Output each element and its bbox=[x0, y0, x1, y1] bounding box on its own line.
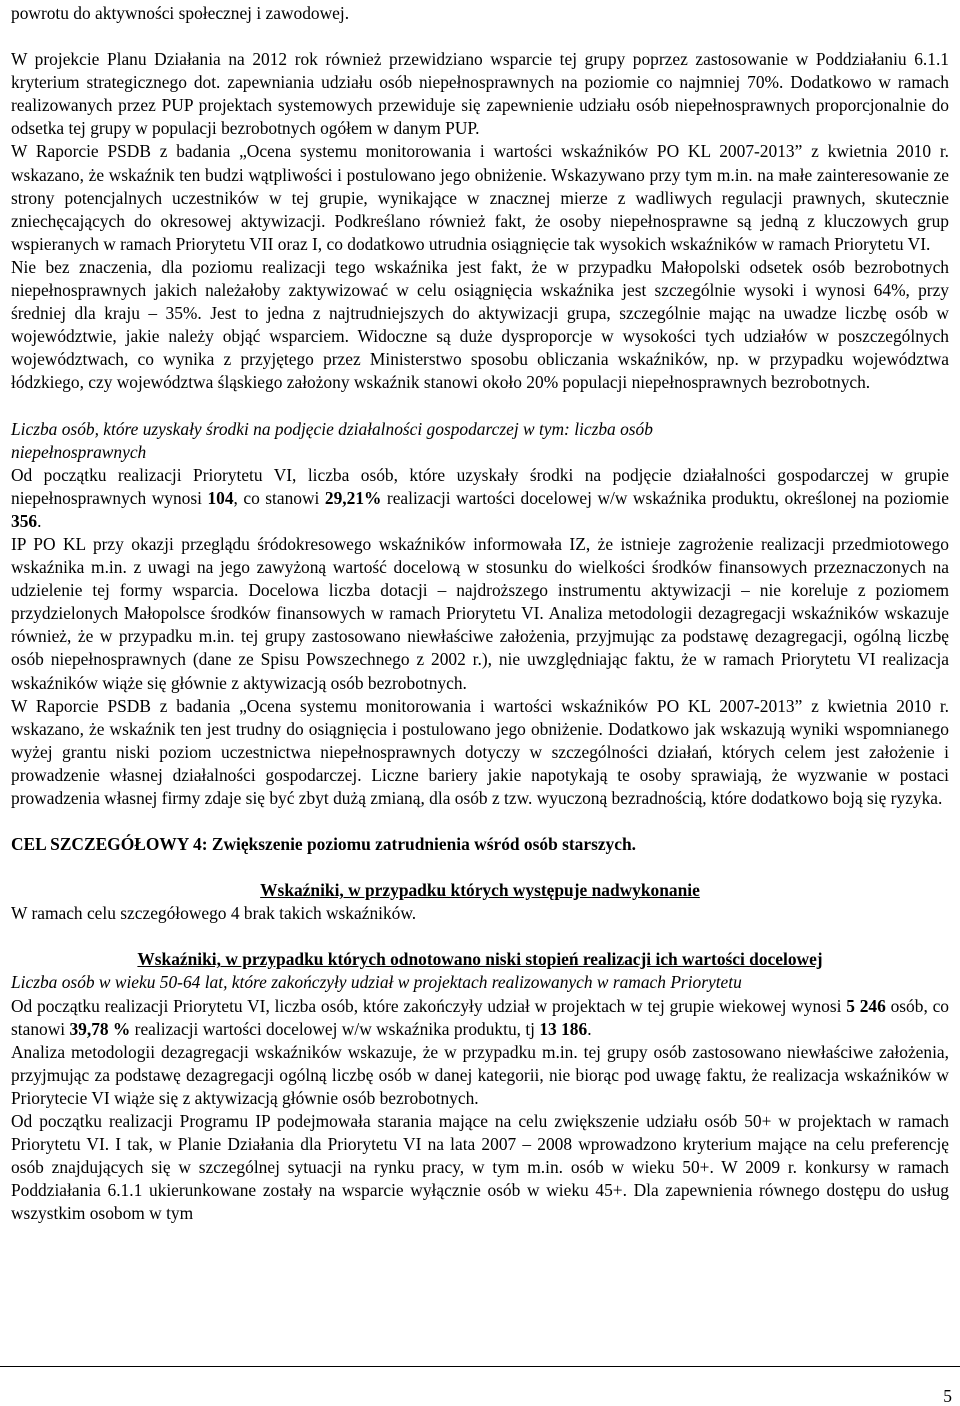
spacer bbox=[11, 856, 949, 879]
spacer bbox=[11, 925, 949, 948]
spacer bbox=[11, 810, 949, 833]
footer-rule bbox=[0, 1366, 960, 1367]
no-indicators-text: W ramach celu szczegółowego 4 brak takich wskaźników. bbox=[11, 903, 417, 924]
value-percent: 39,78 % bbox=[69, 1018, 131, 1039]
value-target: 13 186 bbox=[539, 1018, 588, 1039]
age-result-paragraph: Od początku realizacji Priorytetu VI, liczba osób, które zakończyły udział w projektach w tej grupie wiekowej wynosi 5 246 osób, co stanowi 39,78 % realizacji wartości docelowej w/w wskaźnika produktu, tj 13 186. bbox=[11, 995, 949, 1039]
spacer bbox=[11, 25, 949, 48]
subheading-overperformance: Wskaźniki, w przypadku których występuje nadwykonanie bbox=[260, 880, 700, 901]
indicator-title-50-64: Liczba osób w wieku 50-64 lat, które zakończyły udział w projektach realizowanych w ramach Priorytetu bbox=[11, 972, 742, 993]
indicator-title-business: Liczba osób, które uzyskały środki na podjęcie działalności gospodarczej w tym: liczba osób niepełnosprawnych bbox=[11, 418, 653, 462]
ip-review-paragraph: IP PO KL przy okazji przeglądu śródokresowego wskaźników informowała IZ, że istnieje zagrożenie realizacji przedmiotowego wskaźnika m.in. z uwagi na jego zawyżoną wartość docelową w stosunku do wielkości środków finansowych przeznaczonych na udzielenie tej formy wsparcia. Docelowa liczba dotacji – najdroższego instrumentu aktywizacji – nie koreluje z poziomem przydzielonych Małopolsce środków finansowych w ramach Priorytetu VI. Analiza metodologii dezagregacji wskaźników wskazuje również, że w przypadku m.in. tej grupy zastosowano niewłaściwe założenia, przyjmując za podstawę dezagregacji, ogólną liczbę osób niepełnosprawnych (dane ze Spisu Powszechnego z 2002 r.), nie uwzględniając faktu, że w ramach Priorytetu VI realizacja wskaźników wiąże się głównie z aktywizacją osób bezrobotnych. bbox=[11, 533, 949, 693]
psdb-report-paragraph-2: W Raporcie PSDB z badania „Ocena systemu monitorowania i wartości wskaźników PO KL 2007-2013” z kwietnia 2010 r. wskazano, że wskaźnik ten jest trudny do osiągnięcia i postulowano jego obniżenie. Dodatkowo jak wskazują wyniki wspomnianego wyżej grantu niski poziom uczestnictwa niepełnosprawnych dotyczy w szczególności działań, których celem jest założenie i prowadzenie własnej działalności gospodarczej. Liczne bariery jakie napotykają te osoby sprawiają, że wyzwanie w postaci prowadzenia własnej firmy zdaje się być zbyt dużą zmianą, dla osób z tzw. wyuczoną bezradnością, które dodatkowo boją się ryzyka. bbox=[11, 695, 949, 808]
malopolska-paragraph: Nie bez znaczenia, dla poziomu realizacji tego wskaźnika jest fakt, że w przypadku Małopolski odsetek osób bezrobotnych niepełnosprawnych jakich należałoby zaktywizować w celu osiągnięcia wskaźnika jest szczególnie wysoki i wynosi 64%, przy średniej dla kraju – 35%. Jest to jedna z najtrudniejszych do aktywizacji grupa, szczególnie mając na uwadze liczbę osób w województwie, jakie należy objąć wsparciem. Widoczne są duże dysproporcje w wysokości tych udziałów w poszczególnych województwach, co wynika z przyjętego przez Ministerstwo sposobu obliczania wskaźników, np. w przypadku województwa łódzkiego, czy województwa śląskiego założony wskaźnik stanowi około 20% populacji niepełnosprawnych bezrobotnych. bbox=[11, 256, 949, 393]
intro-line: powrotu do aktywności społecznej i zawodowej. bbox=[11, 3, 350, 23]
section-heading-cel4: CEL SZCZEGÓŁOWY 4: Zwiększenie poziomu zatrudnienia wśród osób starszych. bbox=[11, 834, 636, 855]
spacer bbox=[11, 395, 949, 418]
plan-paragraph: W projekcie Planu Działania na 2012 rok również przewidziano wsparcie tej grupy poprzez zastosowanie w Poddziałaniu 6.1.1 kryterium strategicznego dot. zapewniania udziału osób niepełnosprawnych na poziomie co najmniej 70%. Dodatkowo w ramach realizowanych przez PUP projektach systemowych przewiduje się zapewnienie udziału osób niepełnosprawnych proporcjonalnie do odsetka tej grupy w populacji bezrobotnych ogółem w danym PUP. bbox=[11, 49, 949, 139]
document-body bbox=[11, 2, 949, 1226]
value-count: 5 246 bbox=[846, 995, 886, 1016]
business-result-paragraph: Od początku realizacji Priorytetu VI, liczba osób, które uzyskały środki na podjęcie działalności gospodarczej w grupie niepełnosprawnych wynosi 104, co stanowi 29,21% realizacji wartości docelowej w/w wskaźnika produktu, określonej na poziomie 356. bbox=[11, 464, 949, 531]
subheading-low-realization: Wskaźniki, w przypadku których odnotowano niski stopień realizacji ich wartości docelowej bbox=[137, 949, 823, 970]
methodology-paragraph: Analiza metodologii dezagregacji wskaźników wskazuje, że w przypadku m.in. tej grupy osób zastosowano niewłaściwe założenia, przyjmując za podstawę dezagregacji ogólną liczbę osób w danej kategorii, nie biorąc pod uwagę faktu, że realizacja wskaźników w Priorytecie VI wiąże się z aktywizacją głównie osób bezrobotnych. bbox=[11, 1041, 949, 1108]
psdb-report-paragraph: W Raporcie PSDB z badania „Ocena systemu monitorowania i wartości wskaźników PO KL 2007-2013” z kwietnia 2010 r. wskazano, że wskaźnik ten budzi wątpliwości i postulowano jego obniżenie. Wskazywano przy tym m.in. na małe zainteresowanie ze strony potencjalnych uczestników w tej grupie, wynikające w znacznej mierze z wadliwych regulacji prawnych, skutecznie zniechęcających do okresowej aktywizacji. Podkreślano również fakt, że osoby niepełnosprawne są jedną z kluczowych grup wspieranych w ramach Priorytetu VII oraz I, co dodatkowo utrudnia osiągnięcie tak wysokich wskaźników w ramach Priorytetu VI. bbox=[11, 141, 949, 254]
ip-efforts-paragraph: Od początku realizacji Programu IP podejmowała starania mające na celu zwiększenie udziału osób 50+ w projektach w ramach Priorytetu VI. I tak, w Planie Działania dla Priorytetu VI na lata 2007 – 2008 wprowadzono kryterium mające na celu preferencję osób znajdujących się w szczególnej sytuacji na rynku pracy, w tym m.in. osób w wieku 50+. W 2009 r. konkursy w ramach Poddziałania 6.1.1 ukierunkowane zostały na wsparcie wyłącznie osób w wieku 45+. Dla zapewnienia równego dostępu do usług wszystkim osobom w tym bbox=[11, 1111, 949, 1224]
page-number: 5 bbox=[943, 1386, 952, 1406]
value-target: 356 bbox=[11, 510, 38, 531]
value-percent: 29,21% bbox=[324, 487, 382, 508]
value-count: 104 bbox=[207, 487, 234, 508]
